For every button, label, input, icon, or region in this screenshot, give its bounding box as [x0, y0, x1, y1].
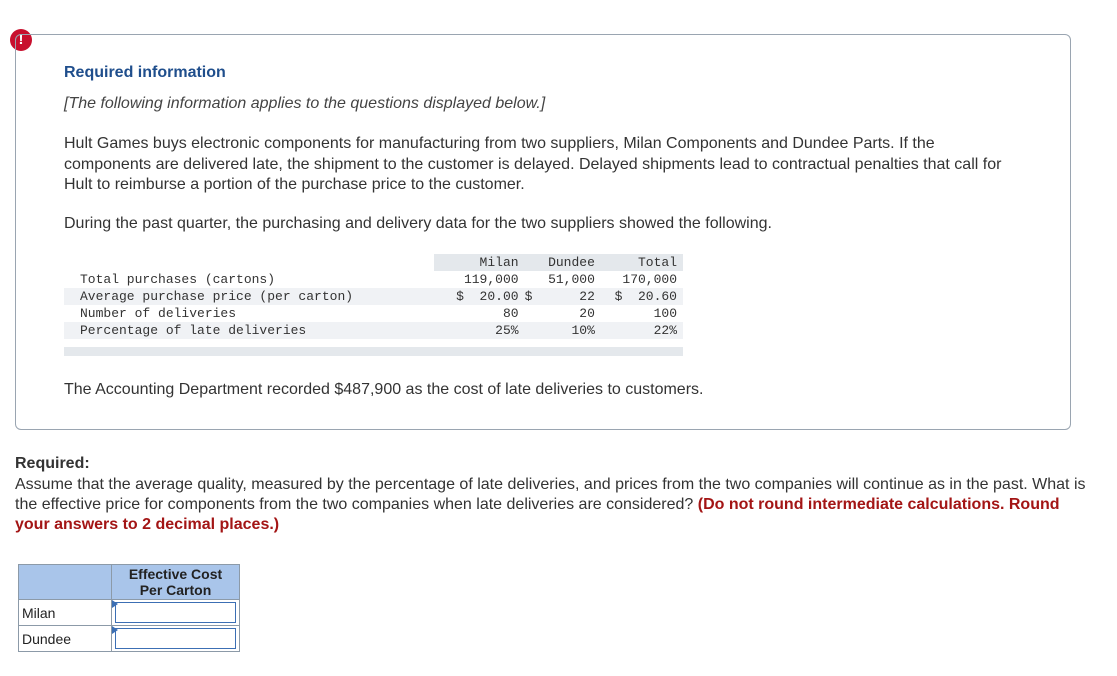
input-flag-icon [112, 626, 118, 634]
col-header-milan: Milan [434, 254, 524, 271]
cell-milan: 80 [434, 305, 524, 322]
supplier-data-table [64, 254, 683, 339]
row-label: Total purchases (cartons) [64, 271, 434, 288]
required-question: Assume that the average quality, measured by the percentage of late deliveries, and prices from the two companies will continue as in the past. What is the effective price for components from the two companies when late deliveries are considered? [15, 476, 1086, 513]
info-paragraph-1: Hult Games buys electronic components for manufacturing from two suppliers, Milan Components and Dundee Parts. If the components are delivered late, the shipment to the customer is delayed. Delayed shipments lead to contractual penalties that call for Hult to reimburse a portion of the purchase price to the customer. [64, 135, 1002, 193]
input-flag-icon [112, 600, 118, 608]
answer-table [18, 564, 240, 652]
info-paragraph-3: The Accounting Department recorded $487,900 as the cost of late deliveries to customers. [64, 381, 704, 398]
answer-table-corner [19, 565, 112, 600]
cell-milan: $ 20.00 [434, 288, 524, 305]
table-corner [64, 254, 434, 271]
table-row [64, 288, 683, 305]
answer-cell [112, 600, 240, 626]
cell-total: 100 [601, 305, 683, 322]
milan-effective-cost-input[interactable] [115, 602, 236, 623]
cell-dundee: 10% [525, 322, 601, 339]
cell-total: 170,000 [601, 271, 683, 288]
info-title: Required information [64, 64, 226, 81]
answer-row-dundee [19, 626, 240, 652]
answer-row-label: Dundee [19, 626, 112, 652]
row-label: Average purchase price (per carton) [64, 288, 434, 305]
table-row [64, 322, 683, 339]
col-header-line1: Effective Cost [128, 566, 223, 582]
cell-total: 22% [601, 322, 683, 339]
required-information-panel [15, 34, 1071, 430]
cell-milan: 25% [434, 322, 524, 339]
row-label: Percentage of late deliveries [64, 322, 434, 339]
dundee-effective-cost-input[interactable] [115, 628, 236, 649]
row-label: Number of deliveries [64, 305, 434, 322]
cell-milan: 119,000 [434, 271, 524, 288]
info-subtitle: [The following information applies to the questions displayed below.] [64, 95, 546, 112]
cell-dundee: $ 22 [525, 288, 601, 305]
table-footer-bar [64, 347, 683, 356]
cell-dundee: 20 [525, 305, 601, 322]
cell-dundee: 51,000 [525, 271, 601, 288]
alert-icon: ! [10, 29, 32, 51]
table-row [64, 271, 683, 288]
cell-total: $ 20.60 [601, 288, 683, 305]
required-title: Required: [15, 455, 90, 472]
answer-cell [112, 626, 240, 652]
required-text [15, 475, 1095, 535]
answer-row-milan [19, 600, 240, 626]
rounding-instruction: (Do not round intermediate calculations. Round your answers to 2 decimal places.) [15, 496, 1060, 533]
col-header-dundee: Dundee [525, 254, 601, 271]
col-header-total: Total [601, 254, 683, 271]
table-row [64, 305, 683, 322]
col-header-line2: Per Carton [139, 582, 212, 598]
info-paragraph-2: During the past quarter, the purchasing and delivery data for the two suppliers showed the following. [64, 215, 772, 232]
col-header-effective-cost [112, 565, 240, 600]
answer-row-label: Milan [19, 600, 112, 626]
